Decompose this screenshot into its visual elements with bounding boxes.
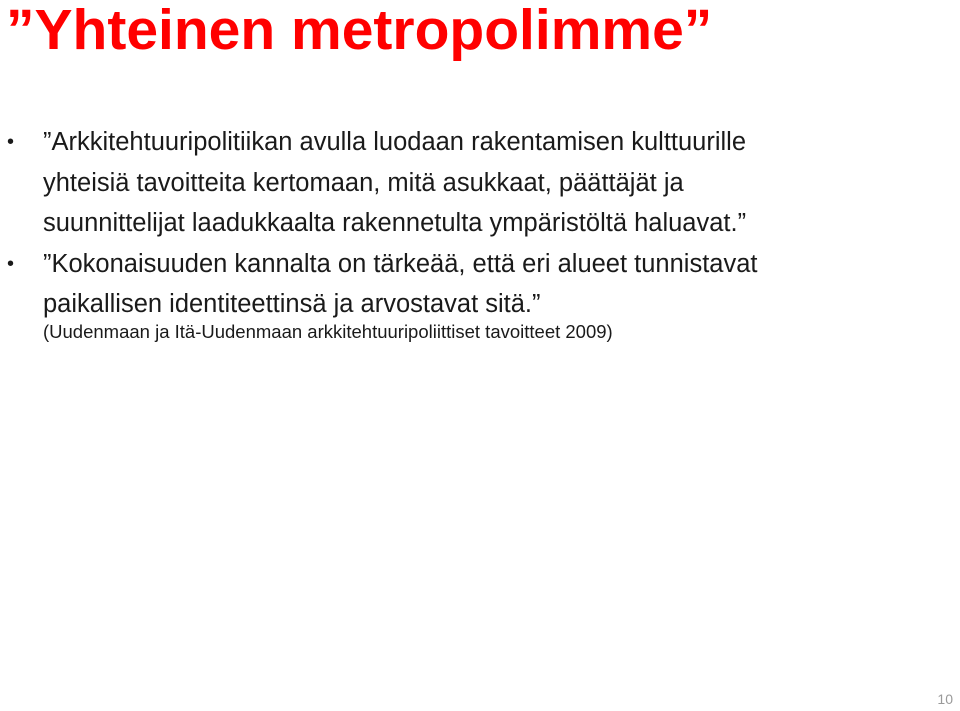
bullet-dot-icon: •	[7, 131, 15, 153]
bullet-item	[0, 244, 863, 343]
bullet-dot-icon: •	[7, 252, 15, 275]
slide-title: ”Yhteinen metropolimme”	[6, 0, 713, 62]
page-number: 10	[937, 691, 953, 707]
bullet-text: ”Arkkitehtuuripolitiikan avulla luodaan rakentamisen kulttuurille yhteisiä tavoitteita kertomaan, mitä asukkaat, päättäjät ja suunnittelijat laadukkaalta rakennetulta ympäristöltä haluavat.”	[43, 128, 747, 237]
bullet-text: ”Kokonaisuuden kannalta on tärkeää, että eri alueet tunnistavat paikallisen identiteettinsä ja arvostavat sitä.”	[43, 249, 758, 318]
bullet-item	[0, 122, 863, 244]
source-citation: (Uudenmaan ja Itä-Uudenmaan arkkitehtuuripoliittiset tavoitteet 2009)	[43, 320, 613, 342]
bullet-list	[0, 122, 960, 343]
